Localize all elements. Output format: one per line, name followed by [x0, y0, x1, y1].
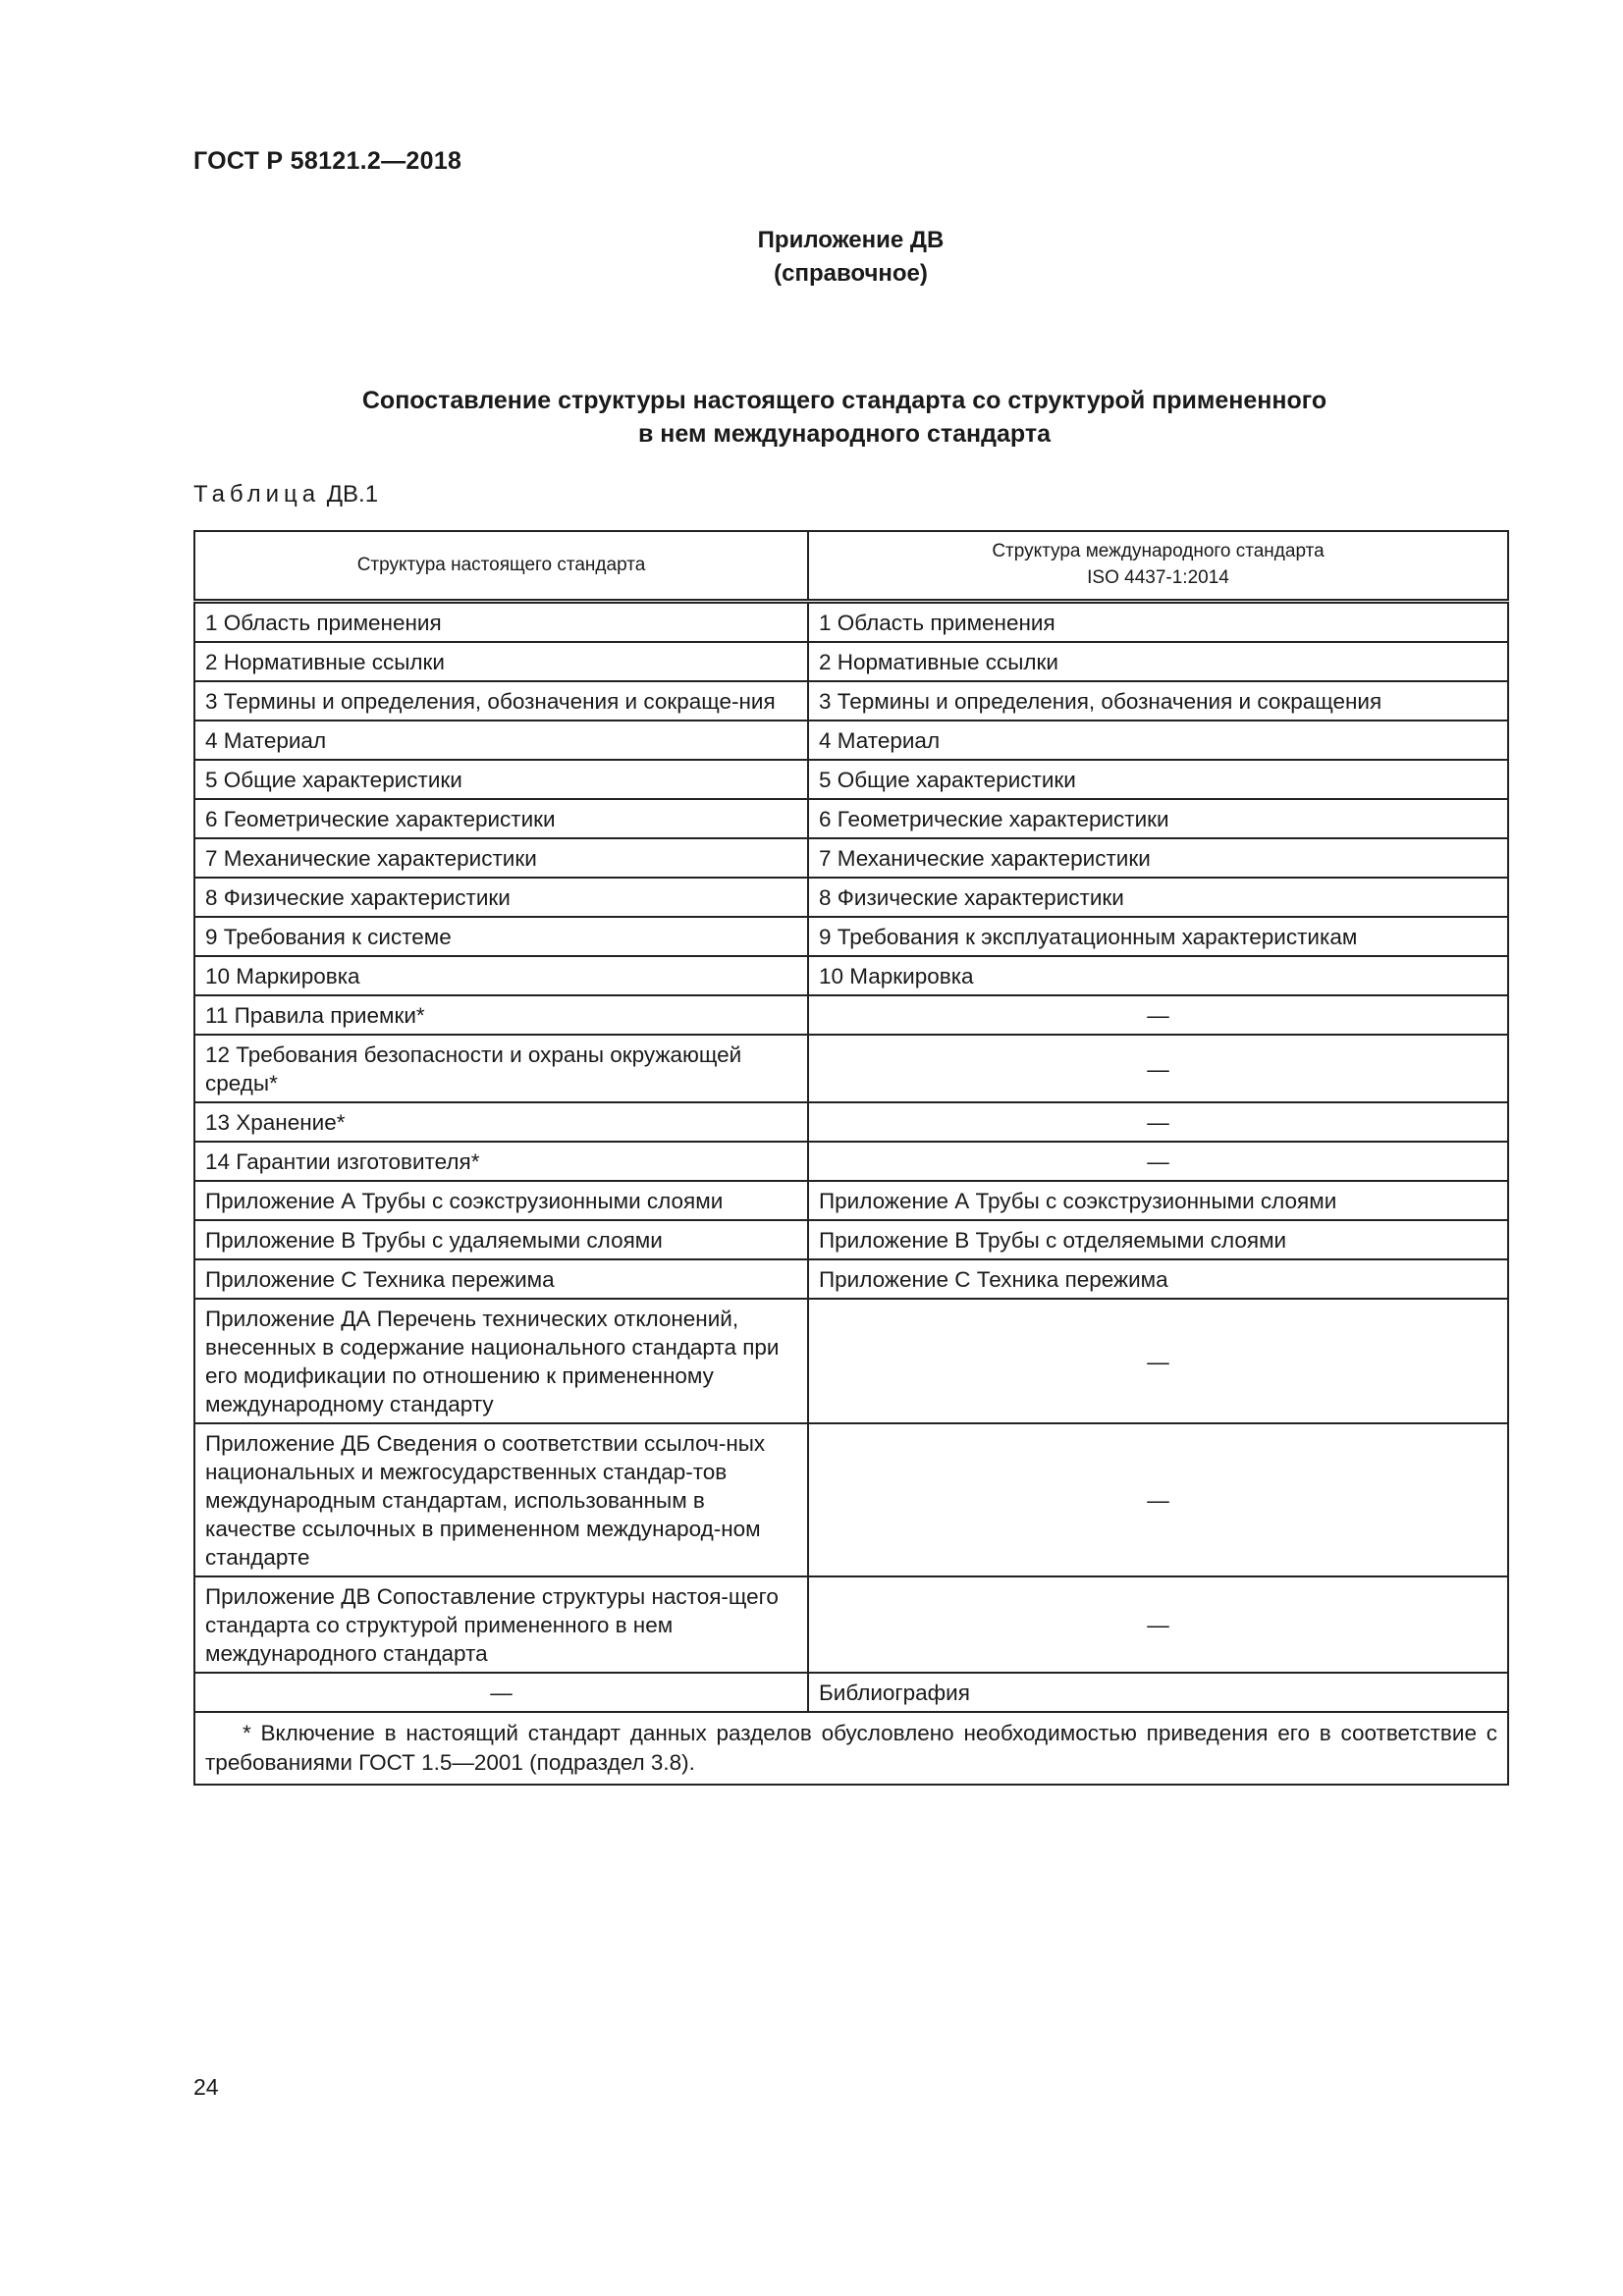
cell-international-section: 10 Маркировка [808, 956, 1508, 995]
cell-national-section: 11 Правила приемки* [194, 995, 808, 1035]
cell-national-section: 7 Механические характеристики [194, 838, 808, 878]
table-footnote-text: * Включение в настоящий стандарт данных разделов обусловлено необходимостью приведения его в соответствие с требованиями ГОСТ 1.5—2001 (подраздел 3.8). [205, 1721, 1497, 1775]
table-row [194, 681, 1508, 721]
cell-national-section: 12 Требования безопасности и охраны окружающей среды* [194, 1035, 808, 1102]
column-header-international-line-1: Структура международного стандарта [992, 541, 1325, 561]
cell-international-section: Приложение В Трубы с отделяемыми слоями [808, 1220, 1508, 1259]
cell-national-section: — [194, 1673, 808, 1712]
section-title-line-1: Сопоставление структуры настоящего стандарта со структурой примененного [361, 387, 1327, 414]
table-footnote-row [194, 1712, 1508, 1785]
table-row [194, 956, 1508, 995]
cell-national-section: Приложение С Техника пережима [194, 1259, 808, 1299]
cell-international-section: Приложение А Трубы с соэкструзионными слоями [808, 1181, 1508, 1220]
table-row [194, 1102, 1508, 1142]
cell-national-section: 14 Гарантии изготовителя* [194, 1142, 808, 1181]
cell-national-section: 10 Маркировка [194, 956, 808, 995]
cell-international-section: — [808, 1102, 1508, 1142]
cell-international-section: 1 Область применения [808, 602, 1508, 643]
cell-international-section: — [808, 1035, 1508, 1102]
cell-international-section: 2 Нормативные ссылки [808, 642, 1508, 681]
cell-national-section: Приложение ДА Перечень технических отклонений, внесенных в содержание национального стандарта при его модификации по отношению к примененному международному стандарту [194, 1299, 808, 1423]
table-row [194, 878, 1508, 917]
cell-national-section: 6 Геометрические характеристики [194, 799, 808, 838]
table-row [194, 1181, 1508, 1220]
page-number: 24 [193, 2074, 219, 2100]
column-header-national: Структура настоящего стандарта [194, 531, 808, 602]
table-row [194, 1423, 1508, 1576]
cell-national-section: 8 Физические характеристики [194, 878, 808, 917]
cell-national-section: 3 Термины и определения, обозначения и сокраще-ния [194, 681, 808, 721]
table-footnote [194, 1712, 1508, 1785]
cell-national-section: 9 Требования к системе [194, 917, 808, 956]
table-row [194, 917, 1508, 956]
table-row [194, 721, 1508, 760]
cell-international-section: Библиография [808, 1673, 1508, 1712]
cell-national-section: Приложение ДБ Сведения о соответствии ссылоч-ных национальных и межгосударственных стандар-тов международным стандартам, использованным в качестве ссылочных в примененном международ-ном стандарте [194, 1423, 808, 1576]
column-header-international [808, 531, 1508, 602]
cell-national-section: Приложение А Трубы с соэкструзионными слоями [194, 1181, 808, 1220]
document-code: ГОСТ Р 58121.2—2018 [193, 147, 462, 175]
table-body [194, 602, 1508, 1713]
section-title-line-2: в нем международного стандарта [637, 420, 1052, 448]
table-row [194, 838, 1508, 878]
table-row [194, 995, 1508, 1035]
cell-international-section: Приложение С Техника пережима [808, 1259, 1508, 1299]
cell-national-section: 5 Общие характеристики [194, 760, 808, 799]
cell-national-section: 4 Материал [194, 721, 808, 760]
cell-international-section: — [808, 995, 1508, 1035]
section-title [275, 384, 1414, 451]
cell-national-section: 2 Нормативные ссылки [194, 642, 808, 681]
cell-international-section: — [808, 1142, 1508, 1181]
table-row [194, 799, 1508, 838]
table-header-row [194, 531, 1508, 602]
cell-international-section: 6 Геометрические характеристики [808, 799, 1508, 838]
column-header-international-line-2: ISO 4437-1:2014 [1087, 567, 1229, 588]
annex-status: (справочное) [774, 260, 928, 287]
table-caption-number: ДВ.1 [326, 481, 379, 507]
table-row [194, 1035, 1508, 1102]
table-row [194, 1576, 1508, 1673]
structure-comparison-table [193, 530, 1509, 1786]
table-row [194, 760, 1508, 799]
cell-national-section: 1 Область применения [194, 602, 808, 643]
cell-international-section: 8 Физические характеристики [808, 878, 1508, 917]
cell-international-section: — [808, 1576, 1508, 1673]
table-row [194, 1142, 1508, 1181]
table-row [194, 1220, 1508, 1259]
cell-national-section: 13 Хранение* [194, 1102, 808, 1142]
cell-national-section: Приложение В Трубы с удаляемыми слоями [194, 1220, 808, 1259]
cell-international-section: 4 Материал [808, 721, 1508, 760]
table-row [194, 602, 1508, 643]
table-row [194, 1299, 1508, 1423]
cell-national-section: Приложение ДВ Сопоставление структуры настоя-щего стандарта со структурой примененного в нем международного стандарта [194, 1576, 808, 1673]
annex-title: Приложение ДВ [757, 227, 945, 253]
table-row [194, 1259, 1508, 1299]
cell-international-section: 3 Термины и определения, обозначения и сокращения [808, 681, 1508, 721]
cell-international-section: 9 Требования к эксплуатационным характеристикам [808, 917, 1508, 956]
cell-international-section: 7 Механические характеристики [808, 838, 1508, 878]
table-caption-word: Таблица [193, 481, 321, 507]
table-row [194, 1673, 1508, 1712]
annex-heading [0, 224, 1623, 291]
table-caption [193, 481, 378, 508]
cell-international-section: — [808, 1423, 1508, 1576]
cell-international-section: 5 Общие характеристики [808, 760, 1508, 799]
table-row [194, 642, 1508, 681]
cell-international-section: — [808, 1299, 1508, 1423]
